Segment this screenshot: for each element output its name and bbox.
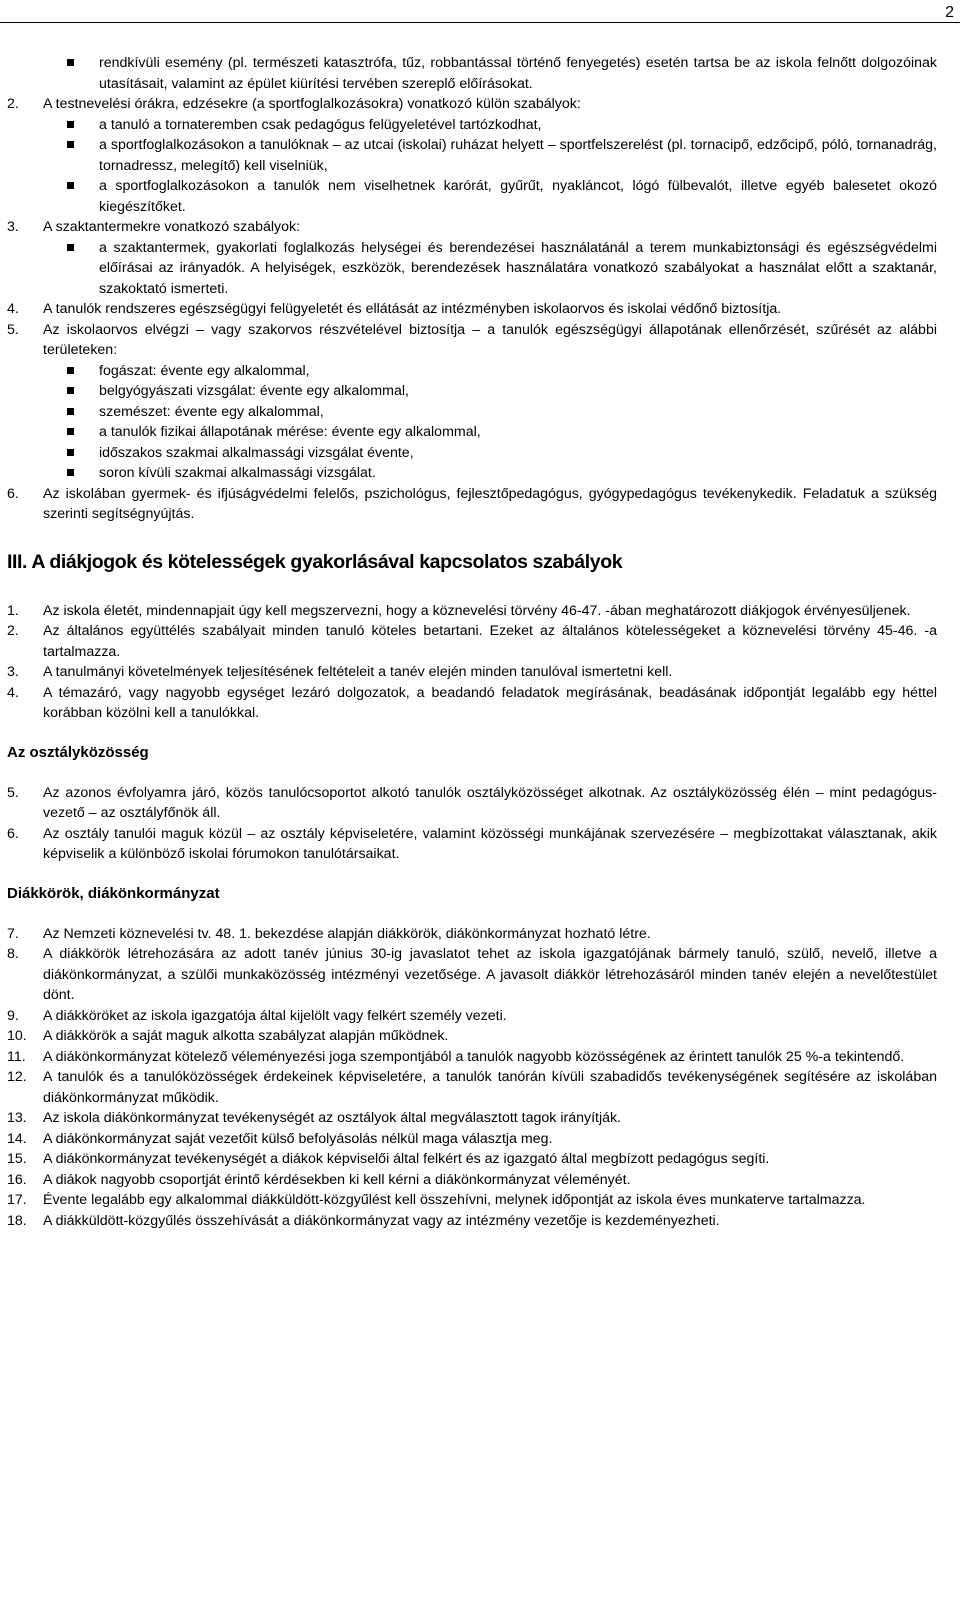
item-text: A diákkörök a saját maguk alkotta szabályzat alapján működnek.: [43, 1028, 449, 1044]
numbered-item: [7, 320, 937, 361]
item-number: 6.: [7, 485, 19, 502]
item-text: A diákköröket az iskola igazgatója által kijelölt vagy felkért személy vezeti.: [43, 1007, 507, 1024]
item-text: A tanulók rendszeres egészségügyi felügyeletét és ellátását az intézményben iskolaorvos és iskolai védőnő biztosítja.: [43, 301, 782, 317]
numbered-item: [7, 1149, 937, 1170]
section-heading-iii: III. A diákjogok és kötelességek gyakorlásával kapcsolatos szabályok: [7, 550, 623, 573]
header-rule: [0, 22, 960, 23]
numbered-item: [7, 924, 937, 945]
numbered-item: [7, 601, 937, 622]
numbered-item: [7, 1129, 937, 1150]
bullet-item: fogászat: évente egy alkalommal,: [7, 361, 937, 382]
numbered-item: [7, 1006, 937, 1027]
item-text: A diákok nagyobb csoportját érintő kérdésekben ki kell kérni a diákönkormányzat véleményét.: [43, 1171, 631, 1188]
spacer: [7, 865, 937, 884]
item-number: 2.: [7, 623, 19, 639]
numbered-item: [7, 662, 937, 683]
item-text: Az iskola életét, mindennapjait úgy kell megszervezni, hogy a köznevelési törvény 46-47. -ában meghatározott diákjogok érvényesüljenek.: [43, 602, 911, 619]
page-number: 2: [945, 4, 954, 21]
numbered-item: [7, 1047, 937, 1068]
numbered-item: [7, 621, 937, 662]
item-number: 17.: [7, 1192, 27, 1208]
class-list: [7, 783, 937, 865]
item-number: 8.: [7, 946, 19, 962]
rights-list: [7, 601, 937, 724]
item-number: 11.: [7, 1048, 26, 1065]
item-number: 3.: [7, 219, 19, 235]
bullet-item: időszakos szakmai alkalmassági vizsgálat évente,: [7, 443, 937, 464]
item-text: Az iskolaorvos elvégzi – vagy szakorvos részvételével biztosítja – a tanulók egészségügyi állapotának ellenőrzését, szűrését az alábbi területeken:: [43, 321, 937, 358]
item-text: A testnevelési órákra, edzésekre (a sportfoglalkozásokra) vonatkozó külön szabályok:: [43, 96, 581, 112]
item-number: 1.: [7, 602, 19, 619]
bullet-item: a tanulók fizikai állapotának mérése: évente egy alkalommal,: [7, 422, 937, 443]
bullet-item: szemészet: évente egy alkalommal,: [7, 402, 937, 423]
item-number: 14.: [7, 1130, 27, 1147]
item-text: Évente legalább egy alkalommal diákküldött-közgyűlést kell összehívni, melynek időpontját az iskola éves munkaterve tartalmazza.: [43, 1192, 866, 1208]
bullet-item: belgyógyászati vizsgálat: évente egy alkalommal,: [7, 381, 937, 402]
numbered-item: [7, 299, 937, 320]
item-number: 7.: [7, 925, 19, 942]
bullet-item: a sportfoglalkozásokon a tanulóknak – az utcai (iskolai) ruházat helyett – sportfelszerelést (pl. tornacipő, edzőcipő, póló, tornanadrág, tornadressz, melegítő) kell viselniük,: [7, 135, 937, 176]
item-text: Az iskolában gyermek- és ifjúságvédelmi felelős, pszichológus, fejlesztőpedagógus, gyógypedagógus tevékenykedik. Feladatuk a szükség szerinti segítségnyújtás.: [43, 485, 937, 522]
numbered-item: [7, 1026, 937, 1047]
numbered-item: [7, 1170, 937, 1191]
item-text: A tanulmányi követelmények teljesítésének feltételeit a tanév elején minden tanulóval ismertetni kell.: [43, 664, 673, 680]
item-number: 4.: [7, 684, 19, 701]
document-body: [7, 53, 937, 1231]
item-text: Az azonos évfolyamra járó, közös tanulócsoportot alkotó tanulók osztályközösséget alkotnak. Az osztályközösség élén – mint pedagógus-vezető – az osztályfőnök áll.: [43, 784, 937, 821]
subsection-heading-student-council: Diákkörök, diákönkormányzat: [7, 884, 220, 902]
item-text: A diákkörök létrehozására az adott tanév június 30-ig javaslatot tehet az iskola igazgatójának bármely tanuló, szülő, nevelő, illetve a diákönkormányzat, a szülői munkaközösség intézményi vezetősége. A javasolt diákkör létrehozásáról minden tanév elején a nevelőtestület dönt.: [43, 946, 937, 1003]
numbered-item: [7, 824, 937, 865]
item-text: A diákönkormányzat tevékenységét a diákok képviselői által felkért és az igazgató által megbízott pedagógus segíti.: [43, 1151, 770, 1167]
item-text: A diákküldött-közgyűlés összehívását a diákönkormányzat vagy az intézmény vezetője is kezdeményezheti.: [43, 1212, 720, 1229]
numbered-item: [7, 1211, 937, 1232]
item-number: 5.: [7, 784, 19, 801]
numbered-item: [7, 683, 937, 724]
bullet-item: rendkívüli esemény (pl. természeti katasztrófa, tűz, robbantással történő fenyegetés) esetén tartsa be az iskola felnőtt dolgozóinak utasításait, valamint az épület kiürítési tervében szereplő előírásokat.: [7, 53, 937, 94]
item-number: 3.: [7, 664, 19, 680]
item-text: A diákönkormányzat saját vezetőit külső befolyásolás nélkül maga választja meg.: [43, 1130, 553, 1147]
spacer: [7, 724, 937, 743]
item-number: 18.: [7, 1212, 27, 1229]
numbered-item: [7, 1067, 937, 1108]
numbered-item: [7, 94, 937, 115]
item-number: 4.: [7, 301, 19, 317]
item-number: 2.: [7, 96, 19, 112]
spacer: [7, 904, 937, 924]
spacer: [7, 763, 937, 783]
item-text: Az Nemzeti köznevelési tv. 48. 1. bekezdése alapján diákkörök, diákönkormányzat hozható létre.: [43, 925, 651, 942]
subsection-heading-class: Az osztályközösség: [7, 743, 149, 761]
item-number: 10.: [7, 1028, 27, 1044]
numbered-item: [7, 1108, 937, 1129]
item-text: Az általános együttélés szabályait minden tanuló köteles betartani. Ezeket az általános kötelességeket a köznevelési törvény 45-46. -a tartalmazza.: [43, 623, 937, 660]
item-number: 5.: [7, 321, 19, 338]
spacer: [7, 574, 937, 601]
bullet-item: a szaktantermek, gyakorlati foglalkozás helységei és berendezései használatánál a terem munkabiztonsági és egészségvédelmi előírásai az irányadók. A helyiségek, eszközök, berendezések használatára vonatkozó szabályokat a használat előtt a szaktanár, szakoktató ismerteti.: [7, 238, 937, 300]
item-number: 15.: [7, 1151, 27, 1167]
item-number: 16.: [7, 1171, 27, 1188]
item-text: Az osztály tanulói maguk közül – az osztály képviseletére, valamint közösségi munkájának szervezésére – megbízottakat választanak, akik képviselik a különböző iskolai fórumokon tanulótársaikat.: [43, 825, 937, 862]
numbered-item: [7, 944, 937, 1006]
council-list: [7, 924, 937, 1232]
item-number: 9.: [7, 1007, 19, 1024]
item-number: 13.: [7, 1110, 27, 1126]
item-text: Az iskola diákönkormányzat tevékenységét az osztályok által megválasztott tagok irányítják.: [43, 1110, 622, 1126]
item-text: A diákönkormányzat kötelező véleményezési joga szempontjából a tanulók nagyobb közösségének az érintett tanulók 25 %-a tekintendő.: [43, 1048, 905, 1065]
numbered-item: [7, 217, 937, 238]
item-number: 6.: [7, 825, 19, 842]
numbered-item: [7, 783, 937, 824]
bullet-item: soron kívüli szakmai alkalmassági vizsgálat.: [7, 463, 937, 484]
rules-list: [7, 94, 937, 525]
bullet-item: a sportfoglalkozásokon a tanulók nem viselhetnek karórát, gyűrűt, nyakláncot, lógó fülbevalót, illetve egyéb balesetet okozó kiegészítőket.: [7, 176, 937, 217]
numbered-item: [7, 484, 937, 525]
item-text: A témazáró, vagy nagyobb egységet lezáró dolgozatok, a beadandó feladatok megírásának, beadásának időpontját legalább egy héttel korábban közölni kell a tanulókkal.: [43, 684, 937, 721]
numbered-item: [7, 1190, 937, 1211]
bullet-item: a tanuló a tornateremben csak pedagógus felügyeletével tartózkodhat,: [7, 115, 937, 136]
item-number: 12.: [7, 1069, 27, 1085]
item-text: A szaktantermekre vonatkozó szabályok:: [43, 219, 301, 235]
item-text: A tanulók és a tanulóközösségek érdekeinek képviseletére, a tanulók tanórán kívüli szabadidős tevékenységének segítésére az iskolában diákönkormányzat működik.: [43, 1069, 937, 1106]
